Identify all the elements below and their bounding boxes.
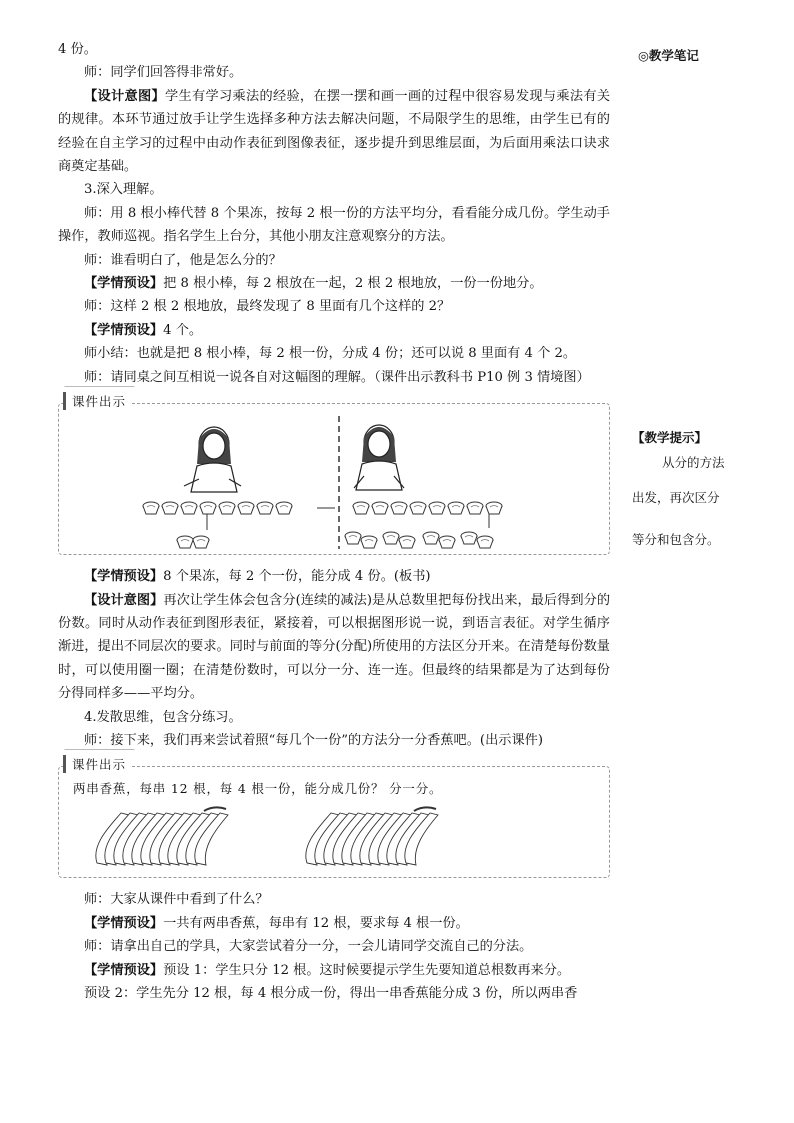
jelly-cup-icon bbox=[181, 502, 197, 514]
paragraph: 师：同学们回答得非常好。 bbox=[84, 65, 243, 81]
paragraph-text: 学生有学习乘法的经验，在摆一摆和画一画的过程中很容易发现与乘法有关的规律。本环节通过放手让学生选择多种方法去解决问题，不局限学生的思维，由学生已有的经验在自主学习的过程中由动作表征到图像表征，逐步提升到思维层面，为后面用乘法口诀求商奠定基础。 bbox=[58, 88, 611, 175]
paragraph-text: 8 个果冻，每 2 个一份，能分成 4 份。(板书) bbox=[163, 569, 431, 585]
jelly-cup-icon bbox=[391, 502, 407, 514]
student-preset-paragraph bbox=[58, 912, 610, 935]
banana-bunch-icon bbox=[96, 808, 228, 866]
student-preset-tag: 【学情预设】 bbox=[84, 322, 164, 338]
jelly-cup-icon bbox=[467, 502, 483, 514]
courseware-box-jelly bbox=[58, 394, 610, 555]
teaching-tip-line-3: 等分和包含分。 bbox=[632, 532, 720, 547]
jelly-cup-icon bbox=[361, 536, 377, 548]
student-preset-tag: 【学情预设】 bbox=[84, 962, 164, 978]
paragraph: 师：这样 2 根 2 根地放，最终发现了 8 里面有几个这样的 2？ bbox=[84, 299, 451, 315]
jelly-cup-icon bbox=[257, 502, 273, 514]
paragraph: 师：请同桌之间互相说一说各自对这幅图的理解。（课件出示教科书 P10 例 3 情境图） bbox=[84, 369, 590, 385]
jelly-illustration bbox=[59, 404, 611, 554]
paragraph: 师：谁看明白了，他是怎么分的？ bbox=[84, 252, 282, 268]
paragraph: 4 份。 bbox=[58, 42, 97, 57]
paragraph-text: 4 个。 bbox=[163, 322, 203, 338]
paragraph-text: 把 8 根小棒，每 2 根放在一起，2 根 2 根地放，一份一份地分。 bbox=[163, 276, 543, 292]
jelly-cup-icon bbox=[448, 502, 464, 514]
student-preset-paragraph bbox=[58, 959, 610, 982]
paragraph: 师小结：也就是把 8 根小棒，每 2 根一份，分成 4 份；还可以说 8 里面有 4 个 2。 bbox=[84, 346, 577, 362]
lesson-body bbox=[58, 38, 610, 1005]
jelly-cup-icon bbox=[276, 502, 292, 514]
jelly-cup-icon bbox=[410, 502, 426, 514]
paragraph: 师：大家从课件中看到了什么？ bbox=[84, 892, 269, 908]
jelly-cup-icon bbox=[477, 536, 493, 548]
paragraph-text: 一共有两串香蕉，每串有 12 根，要求每 4 根一份。 bbox=[163, 915, 469, 931]
jelly-cup-icon bbox=[200, 502, 216, 514]
teaching-tip-line-1: 从分的方法 bbox=[662, 455, 725, 470]
jelly-cup-icon bbox=[345, 532, 361, 544]
paragraph: 师：接下来，我们再来尝试着照“每几个一份”的方法分一分香蕉吧。(出示课件) bbox=[84, 732, 543, 748]
section-heading: 4.发散思维，包含分练习。 bbox=[84, 709, 242, 725]
jelly-cup-icon bbox=[372, 502, 388, 514]
jelly-cup-icon bbox=[143, 502, 159, 514]
courseware-label: 课件出示 bbox=[63, 755, 132, 773]
jelly-cup-icon bbox=[353, 502, 369, 514]
courseware-label: 课件出示 bbox=[63, 392, 132, 410]
jelly-cup-icon bbox=[461, 532, 477, 544]
teaching-tip-line-2: 出发，再次区分 bbox=[632, 490, 720, 505]
design-intent-tag: 【设计意图】 bbox=[84, 88, 165, 104]
banana-bunch-icon bbox=[306, 808, 438, 866]
jelly-cup-icon bbox=[423, 532, 439, 544]
banana-illustration bbox=[59, 767, 611, 877]
student-preset-tag: 【学情预设】 bbox=[84, 569, 164, 585]
student-preset-paragraph bbox=[58, 319, 610, 342]
jelly-cup-icon bbox=[439, 536, 455, 548]
student-preset-tag: 【学情预设】 bbox=[84, 276, 164, 292]
section-heading: 3.深入理解。 bbox=[84, 182, 163, 198]
jelly-cup-icon bbox=[193, 536, 209, 548]
student-preset-paragraph bbox=[58, 565, 610, 588]
design-intent-paragraph bbox=[58, 85, 610, 179]
girl-figure-left bbox=[184, 427, 241, 492]
jelly-cup-icon bbox=[162, 502, 178, 514]
jelly-cup-icon bbox=[383, 532, 399, 544]
banana-problem-text: 两串香蕉，每串 12 根，每 4 根一份，能分成几份？ 分一分。 bbox=[73, 781, 443, 797]
design-intent-tag: 【设计意图】 bbox=[84, 592, 164, 608]
paragraph: 师：请拿出自己的学具，大家尝试着分一分，一会儿请同学交流自己的分法。 bbox=[84, 939, 533, 955]
design-intent-paragraph bbox=[58, 589, 610, 706]
paragraph-text: 预设 1：学生只分 12 根。这时候要提示学生先要知道总根数再来分。 bbox=[163, 962, 571, 978]
jelly-cup-icon bbox=[486, 502, 502, 514]
girl-figure-right bbox=[354, 425, 404, 490]
jelly-cup-icon bbox=[219, 502, 235, 514]
paragraph: 预设 2：学生先分 12 根，每 4 根分成一份，得出一串香蕉能分成 3 份，所以两串香 bbox=[84, 985, 578, 1001]
courseware-box-banana bbox=[58, 757, 610, 878]
jelly-cup-icon bbox=[399, 536, 415, 548]
teaching-notes-title: ◎教学笔记 bbox=[638, 48, 699, 63]
paragraph: 师：用 8 根小棒代替 8 个果冻，按每 2 根一份的方法平均分，看看能分成几份。学生动手操作，教师巡视。指名学生上台分，其他小朋友注意观察分的方法。 bbox=[58, 205, 610, 245]
jelly-cup-icon bbox=[177, 536, 193, 548]
teaching-tip-title: 【教学提示】 bbox=[632, 430, 708, 445]
student-preset-paragraph bbox=[58, 272, 610, 295]
paragraph-text: 再次让学生体会包含分(连续的减法)是从总数里把每份找出来，最后得到分的份数。同时从动作表征到图形表征，紧接着，可以根据图形说一说，到语言表征。对学生循序渐进，提出不同层次的要求。同时与前面的等分(分配)所使用的方法区分开来。在清楚每份数量时，可以使用圈一圈；在清楚份数时，可以分一分、连一连。但最终的结果都是为了达到每份分得同样多——平均分。 bbox=[58, 592, 611, 702]
student-preset-tag: 【学情预设】 bbox=[84, 915, 164, 931]
jelly-cup-icon bbox=[238, 502, 254, 514]
jelly-cup-icon bbox=[429, 502, 445, 514]
